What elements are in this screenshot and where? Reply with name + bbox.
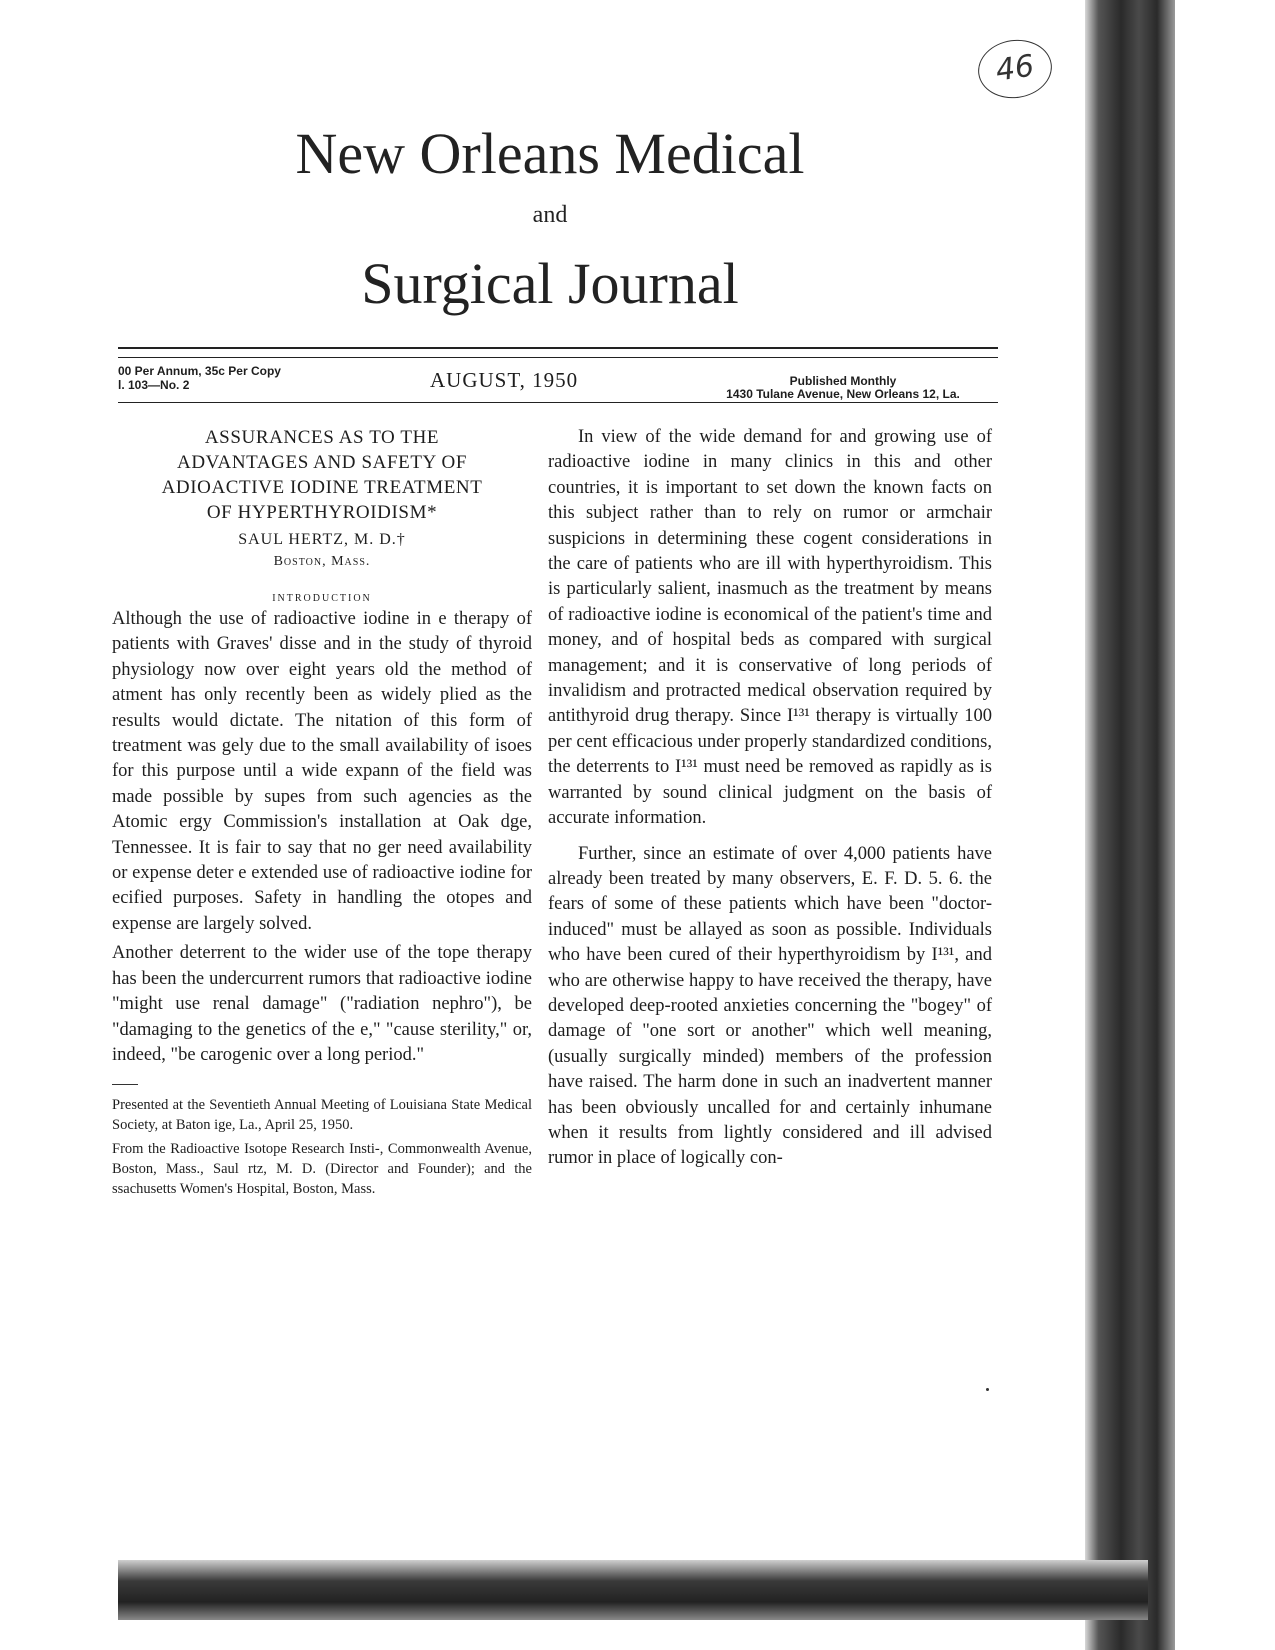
journal-title-line3: Surgical Journal <box>361 251 739 316</box>
article-title <box>112 425 532 525</box>
masthead-price: 00 Per Annum, 35c Per Copy <box>118 364 281 378</box>
masthead-rule-top-thin <box>118 357 998 358</box>
masthead-left <box>118 364 281 392</box>
footnote: From the Radioactive Isotope Research Insti-, Commonwealth Avenue, Boston, Mass., Saul rtz, M. D. (Director and Founder); and the ssachusetts Women's Hospital, Boston, Mass. <box>112 1141 532 1198</box>
body-paragraph: Further, since an estimate of over 4,000 patients have already been treated by many observers, E. F. D. 5. 6. the fears of some of these patients which have been "doctor-induced" must be allayed as soon as possible. Individuals who have been cured of their hyperthyroidism by I¹³¹, and who are otherwise happy to have received the therapy, have developed deep-rooted anxieties concerning the "bogey" of damage of "one sort or another" which well meaning, (usually surgically minded) members of the profession have raised. The harm done in such an inadvertent manner has been obviously uncalled for and certainly inhumane when it results from lightly considered and ill advised rumor in place of logically con- <box>548 843 992 1169</box>
article-city: Boston, Mass. <box>273 554 371 569</box>
section-heading: INTRODUCTION <box>272 593 372 604</box>
article-title-line: ASSURANCES AS TO THE <box>204 427 440 448</box>
masthead-address: 1430 Tulane Avenue, New Orleans 12, La. <box>726 387 960 401</box>
body-paragraph: Another deterrent to the wider use of the tope therapy has been the undercurrent rumors that radioactive iodine "might use renal damage" ("radiation nephro"), be "damaging to the genetics of the e," "cause sterility," or, indeed, "be carogenic over a long period." <box>112 943 532 1065</box>
masthead-volume: l. 103—No. 2 <box>118 378 190 392</box>
scan-bottom-shadow <box>118 1560 1148 1620</box>
left-column <box>112 425 532 1203</box>
masthead-date: AUGUST, 1950 <box>430 368 579 392</box>
right-column <box>548 425 992 1172</box>
article-title-line: ADVANTAGES AND SAFETY OF <box>177 452 467 473</box>
article-title-line: ADIOACTIVE IODINE TREATMENT <box>161 477 483 498</box>
journal-title-line1: New Orleans Medical <box>295 121 805 186</box>
masthead-rule-top <box>118 347 998 349</box>
body-paragraph: In view of the wide demand for and growing use of radioactive iodine in many clinics in this and other countries, it is important to set down the known facts on this subject rather than to rely on rumor or armchair suspicions in determining these cogent considerations in the care of patients who are ill with hyperthyroidism. This is particularly salient, inasmuch as the treatment by means of radioactive iodine is economical of the patient's time and money, and of hospital beds as compared with surgical management; and it is conservative of long periods of invalidism and protracted medical observation required by antithyroid drug therapy. Since I¹³¹ therapy is virtually 100 per cent efficacious under properly standardized conditions, the deterrents to I¹³¹ must need be removed as rapidly as is warranted by sound clinical judgment on the basis of accurate information. <box>548 427 992 829</box>
footnote: Presented at the Seventieth Annual Meeting of Louisiana State Medical Society, at Baton ige, La., April 25, 1950. <box>112 1097 532 1134</box>
masthead-frequency: Published Monthly <box>789 374 897 388</box>
article-title-line: OF HYPERTHYROIDISM* <box>206 502 438 523</box>
speck <box>986 1388 989 1391</box>
journal-title-line2: and <box>532 202 568 228</box>
masthead-rule-bottom <box>118 402 998 403</box>
masthead-right <box>678 375 1008 401</box>
footnote-divider <box>112 1084 138 1085</box>
scan-edge-shadow <box>1085 0 1175 1650</box>
body-paragraph: Although the use of radioactive iodine in e therapy of patients with Graves' disse and in the study of thyroid physiology now over eight years old the method of atment has only recently been as widely plied as the results would dictate. The nitation of this form of treatment was gely due to the small availability of isoes for this purpose until a wide expann of the field was made possible by supes from such agencies as the Atomic ergy Commission's installation at Oak dge, Tennessee. It is fair to say that no ger need availability or expense deter e extended use of radioactive iodine for ecified purposes. Safety in handling the otopes and expense are largely solved. <box>112 609 532 934</box>
article-author: SAUL HERTZ, M. D.† <box>238 531 406 548</box>
page-number-annotation: 46 <box>974 35 1055 103</box>
